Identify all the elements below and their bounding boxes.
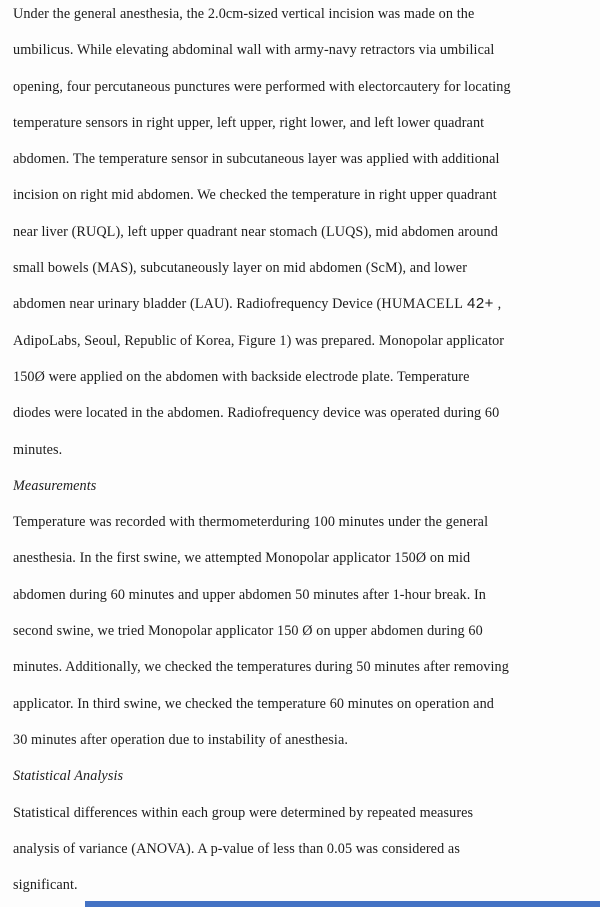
line-text: minutes. Additionally, we checked the temperatures during 50 minutes after removing	[13, 659, 509, 676]
text-line	[13, 0, 594, 32]
text-line	[13, 686, 594, 722]
text-line	[13, 141, 594, 177]
text-line	[13, 432, 594, 468]
text-line	[13, 105, 594, 141]
text-line	[13, 867, 594, 903]
line-text: abdomen during 60 minutes and upper abdomen 50 minutes after 1-hour break. In	[13, 586, 487, 603]
text-line	[13, 831, 594, 867]
line-text: significant.	[13, 877, 78, 894]
line-text: ,	[493, 296, 502, 313]
text-line	[13, 177, 594, 213]
line-text: abdomen near urinary bladder (LAU). Radiofrequency Device (	[13, 296, 382, 313]
text-line	[13, 214, 594, 250]
text-line	[13, 323, 594, 359]
line-text: Statistical differences within each group were determined by repeated measures	[13, 804, 474, 821]
partial-bottom-bar	[85, 901, 600, 907]
text-line	[13, 722, 594, 758]
text-line	[13, 540, 594, 576]
line-text: 30 minutes after operation due to instability of anesthesia.	[13, 731, 348, 748]
heading-text: Measurements	[13, 477, 97, 494]
line-text: 150Ø were applied on the abdomen with backside electrode plate. Temperature	[13, 368, 470, 385]
body-text	[13, 0, 594, 903]
line-text: anesthesia. In the first swine, we attempted Monopolar applicator 150Ø on mid	[13, 550, 471, 567]
line-text: analysis of variance (ANOVA). A p-value of less than 0.05 was considered as	[13, 840, 460, 857]
text-line	[13, 577, 594, 613]
line-text: AdipoLabs, Seoul, Republic of Korea, Figure 1) was prepared. Monopolar applicator	[13, 332, 505, 349]
line-text: small bowels (MAS), subcutaneously layer on mid abdomen (ScM), and lower	[13, 260, 468, 277]
line-text: near liver (RUQL), left upper quadrant near stomach (LUQS), mid abdomen around	[13, 223, 498, 240]
line-text: incision on right mid abdomen. We checked the temperature in right upper quadrant	[13, 187, 497, 204]
section-heading-statistical-analysis	[13, 758, 594, 794]
line-text: abdomen. The temperature sensor in subcutaneous layer was applied with additional	[13, 151, 500, 168]
text-line	[13, 250, 594, 286]
line-text: minutes.	[13, 441, 63, 458]
text-line	[13, 649, 594, 685]
line-text: umbilicus. While elevating abdominal wall with army-navy retractors via umbilical	[13, 42, 495, 59]
line-text: Temperature was recorded with thermometerduring 100 minutes under the general	[13, 514, 489, 531]
line-text: applicator. In third swine, we checked the temperature 60 minutes on operation and	[13, 695, 494, 712]
text-line	[13, 613, 594, 649]
text-line	[13, 69, 594, 105]
text-line	[13, 395, 594, 431]
heading-text: Statistical Analysis	[13, 768, 124, 785]
line-text: 42+	[466, 295, 494, 313]
text-line	[13, 795, 594, 831]
line-text: Under the general anesthesia, the 2.0cm-sized vertical incision was made on the	[13, 6, 475, 22]
line-text: HUMACELL	[381, 296, 464, 313]
line-text: diodes were located in the abdomen. Radiofrequency device was operated during 60	[13, 405, 500, 422]
section-heading-measurements	[13, 468, 594, 504]
line-text: opening, four percutaneous punctures were performed with electorcautery for locating	[13, 78, 511, 95]
text-line	[13, 359, 594, 395]
line-text: second swine, we tried Monopolar applicator 150 Ø on upper abdomen during 60	[13, 623, 483, 640]
text-line	[13, 286, 594, 322]
text-line	[13, 504, 594, 540]
text-line	[13, 32, 594, 68]
line-text: temperature sensors in right upper, left upper, right lower, and left lower quadrant	[13, 114, 485, 131]
